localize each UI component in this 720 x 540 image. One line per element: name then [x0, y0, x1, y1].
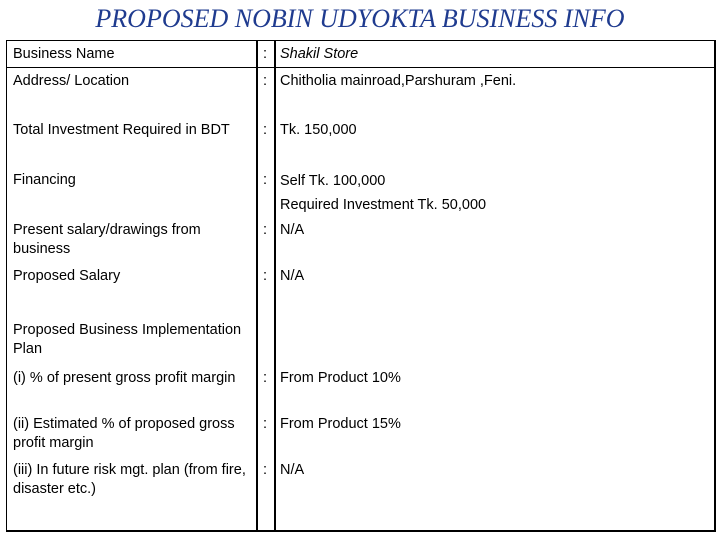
- row-business-name: [7, 41, 714, 67]
- row-present-salary: [7, 217, 714, 263]
- row-label: Business Name: [13, 46, 115, 62]
- row-colon: :: [263, 370, 268, 386]
- row-value: [280, 169, 486, 217]
- row-label: (i) % of present gross profit margin: [13, 370, 236, 386]
- page-title: PROPOSED NOBIN UDYOKTA BUSINESS INFO: [95, 4, 625, 33]
- row-value: N/A: [280, 462, 305, 478]
- row-value: From Product 15%: [280, 416, 401, 432]
- row-value: N/A: [280, 268, 305, 284]
- row-label: (iii) In future risk mgt. plan (from fire, disaster etc.): [13, 462, 246, 497]
- row-implementation-plan: [7, 315, 714, 365]
- row-total-investment: [7, 117, 714, 167]
- row-colon: :: [263, 122, 268, 138]
- row-value: From Product 10%: [280, 370, 401, 386]
- row-proposed-salary: [7, 263, 714, 315]
- row-value: Tk. 150,000: [280, 122, 357, 138]
- row-value: N/A: [280, 222, 305, 238]
- row-label: Financing: [13, 172, 76, 188]
- row-label: Address/ Location: [13, 73, 130, 89]
- financing-self: Self Tk. 100,000: [280, 173, 386, 189]
- row-present-margin: [7, 365, 714, 411]
- row-label: Total Investment Required in BDT: [13, 122, 230, 138]
- financing-required: Required Investment Tk. 50,000: [280, 197, 487, 213]
- row-value: Chitholia mainroad,Parshuram ,Feni.: [280, 73, 517, 89]
- row-label: (ii) Estimated % of proposed gross profit margin: [13, 416, 235, 451]
- row-colon: :: [263, 462, 268, 478]
- row-colon: :: [263, 222, 268, 238]
- row-label: Present salary/drawings from business: [13, 222, 201, 257]
- row-colon: :: [263, 172, 268, 188]
- business-info-table: [6, 40, 716, 532]
- row-colon: :: [263, 46, 268, 62]
- row-label: Proposed Salary: [13, 268, 121, 284]
- row-label: Proposed Business Implementation Plan: [13, 322, 242, 357]
- row-address: [7, 67, 714, 118]
- row-financing: [7, 167, 714, 217]
- row-colon: :: [263, 268, 268, 284]
- row-colon: :: [263, 73, 268, 89]
- row-value: Shakil Store: [280, 46, 359, 62]
- row-estimated-margin: [7, 411, 714, 457]
- row-risk-plan: [7, 457, 714, 531]
- row-colon: :: [263, 416, 268, 432]
